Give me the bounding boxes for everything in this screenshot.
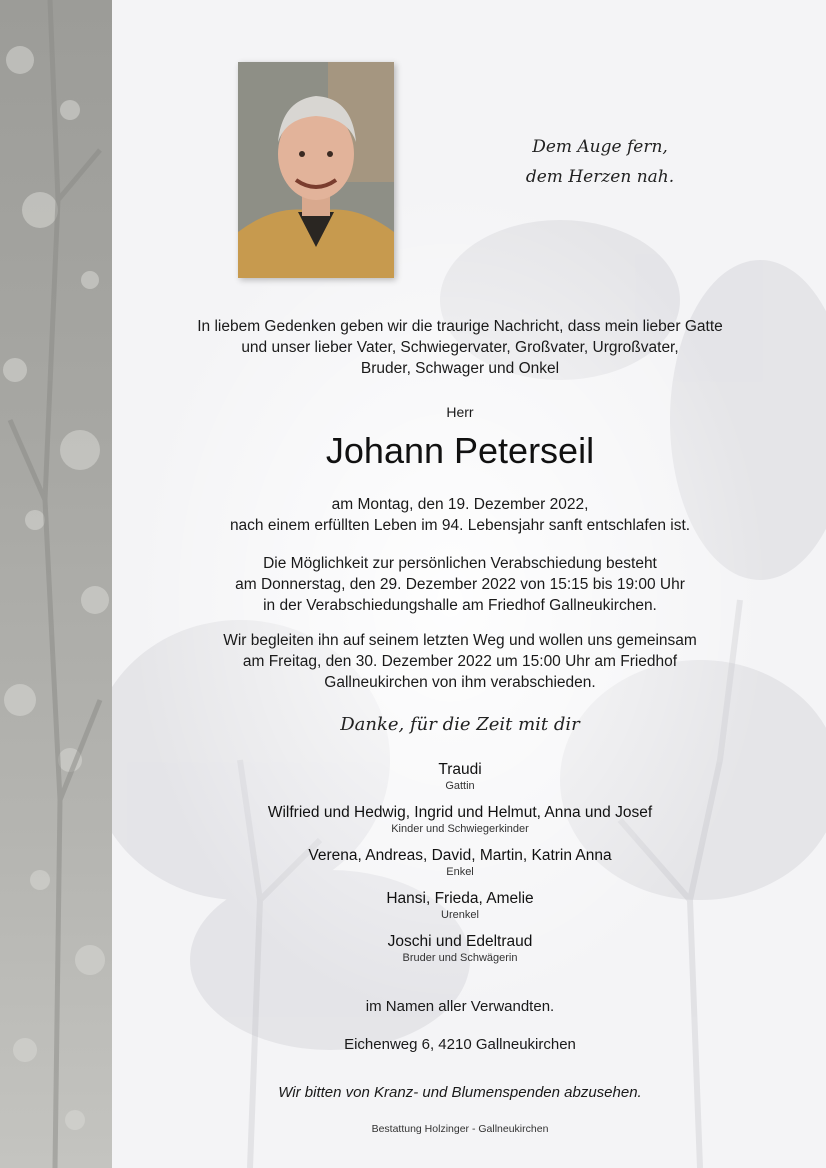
viewing-info [150,553,770,616]
mourner-relation: Urenkel [441,909,479,921]
honorific: Herr [446,404,474,420]
mourner-entry [150,889,770,922]
mourner-names: Verena, Andreas, David, Martin, Katrin Anna [308,847,612,864]
mourner-names: Hansi, Frieda, Amelie [386,890,534,907]
viewing-line: am Donnerstag, den 29. Dezember 2022 von 15:15 bis 19:00 Uhr [235,576,685,593]
mourner-entry [150,932,770,965]
mourner-relation: Bruder und Schwägerin [402,952,518,964]
intro-line: Bruder, Schwager und Onkel [360,360,560,377]
mourner-names: Wilfried und Hedwig, Ingrid und Helmut, Anna und Josef [267,804,653,821]
farewell-line: Wir begleiten ihn auf seinem letzten Weg und wollen uns gemeinsam [223,632,697,649]
viewing-line: Die Möglichkeit zur persönlichen Verabschiedung besteht [263,555,657,572]
mourner-entry [150,803,770,836]
person-portrait-icon [238,62,394,278]
tree-strip-icon [0,0,112,1168]
farewell-line: am Freitag, den 30. Dezember 2022 um 15:00 Uhr am Friedhof [242,653,678,670]
quote-line: dem Herzen nah. [525,167,675,187]
mourner-relation: Kinder und Schwiegerkinder [391,823,529,835]
death-notice-line: nach einem erfüllten Leben im 94. Lebensjahr sanft entschlafen ist. [229,517,691,534]
mourners-list [150,760,770,975]
farewell-info [150,630,770,693]
mourner-relation: Enkel [446,866,474,878]
thanks-line: Danke, für die Zeit mit dir [340,714,580,735]
mourner-names: Joschi und Edeltraud [387,933,533,950]
memorial-quote [500,132,700,192]
donation-request: Wir bitten von Kranz- und Blumenspenden abzusehen. [278,1084,642,1101]
closing-line: im Namen aller Verwandten. [365,998,555,1015]
deceased-name: Johann Peterseil [325,430,595,471]
undertaker: Bestattung Holzinger - Gallneukirchen [371,1123,549,1135]
death-notice [150,494,770,536]
death-notice-line: am Montag, den 19. Dezember 2022, [331,496,589,513]
mourner-names: Traudi [438,761,482,778]
quote-line: Dem Auge fern, [532,137,668,157]
farewell-line: Gallneukirchen von ihm verabschieden. [324,674,596,691]
viewing-line: in der Verabschiedungshalle am Friedhof Gallneukirchen. [263,597,657,614]
intro-text [150,316,770,379]
mourner-relation: Gattin [445,780,475,792]
mourner-entry [150,846,770,879]
portrait-photo [238,62,394,278]
address: Eichenweg 6, 4210 Gallneukirchen [344,1036,576,1053]
mourner-entry [150,760,770,793]
decorative-side-strip [0,0,112,1168]
intro-line: und unser lieber Vater, Schwiegervater, Großvater, Urgroßvater, [241,339,679,356]
intro-line: In liebem Gedenken geben wir die traurige Nachricht, dass mein lieber Gatte [197,318,723,335]
